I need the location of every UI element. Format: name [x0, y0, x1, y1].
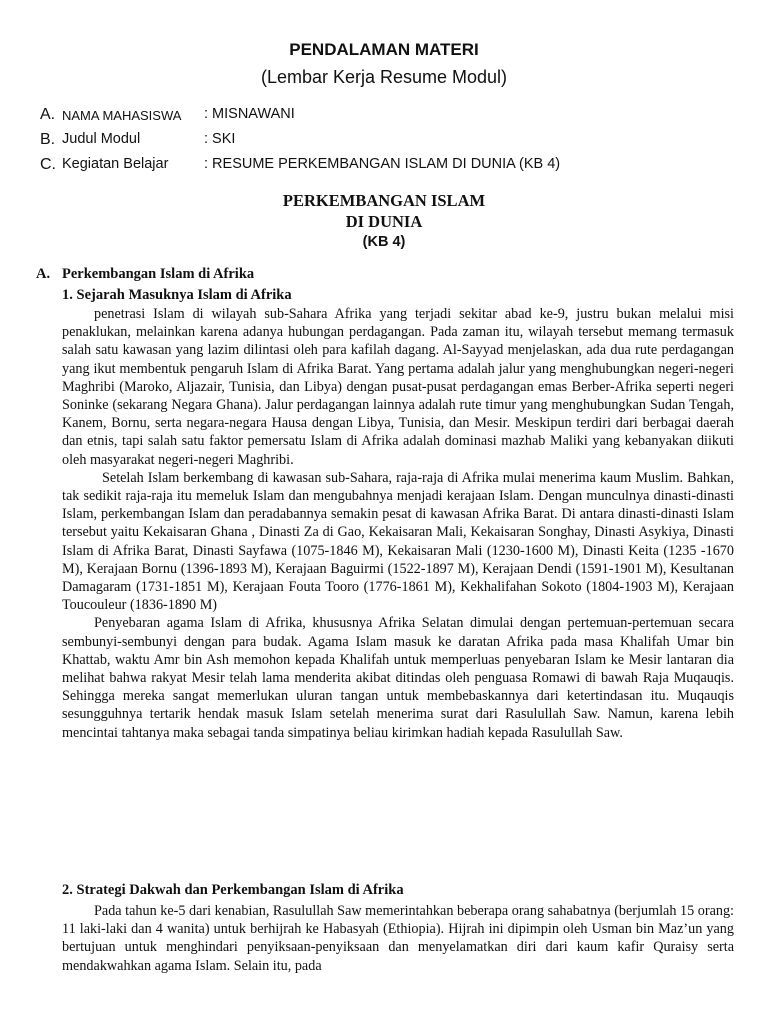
meta-value: : MISNAWANI [204, 106, 295, 122]
paragraph: Pada tahun ke-5 dari kenabian, Rasulullah Saw memerintahkan beberapa orang sahabatnya (berjumlah 15 orang: 11 laki-laki dan 4 wanita) untuk berhijrah ke Habasyah (Ethiopia). Hijrah ini dipimpin oleh Usman bin Maz’un yang bertujuan untuk menghindari penyiksaan-penyiksaan dan menyelamatkan diri dari kaum kafir Quraisy serta mendakwahkan agama Islam. Selain itu, pada [62, 903, 734, 974]
page-subtitle: (Lembar Kerja Resume Modul) [260, 67, 508, 87]
doc-title-line3: (KB 4) [362, 234, 406, 250]
meta-value: : RESUME PERKEMBANGAN ISLAM DI DUNIA (KB 4) [204, 156, 561, 172]
paragraph: Penyebaran agama Islam di Afrika, khususnya Afrika Selatan dimulai dengan pertemuan-pertemuan secara sembunyi-sembunyi dengan para budak. Agama Islam masuk ke daratan Afrika pada masa Khalifah Umar bin Khattab, waktu Amr bin Ash memohon kepada Khalifah untuk memperluas penyebaran Islam ke Mesir lantaran dia melihat bahwa rakyat Mesir telah lama menderita akibat ditindas oleh penguasa Romawi di bawah Raja Muqauqis. Sehingga mereka sangat memerlukan uluran tangan untuk membebaskannya dari ketertindasan itu. Muqauqis sesungguhnya tertarik hendak masuk Islam setelah menerima surat dari Rasulullah Saw. Namun, karena lebih mencintai tahtanya maka sebagai tanda simpatinya beliau kirimkan hadiah kepada Rasulullah Saw. [62, 615, 734, 741]
meta-label: Judul Modul [62, 131, 141, 147]
subsection-2-body [62, 902, 734, 975]
meta-letter: A. [40, 106, 56, 123]
doc-title-line2: DI DUNIA [345, 212, 423, 231]
section-a-title: Perkembangan Islam di Afrika [62, 266, 255, 282]
meta-letter: C. [40, 156, 56, 173]
paragraph: Setelah Islam berkembang di kawasan sub-Sahara, raja-raja di Afrika mulai menerima kaum Muslim. Bahkan, tak sedikit raja-raja itu memeluk Islam dan mengubahnya menjadi kerajaan Islam. Dengan munculnya dinasti-dinasti Islam, perkembangan Islam dan peradabannya semakin pesat di kawasan Afrika Barat. Di antara dinasti-dinasti Islam tersebut yaitu Kekaisaran Ghana , Dinasti Za di Gao, Kekaisaran Mali, Kekaisaran Songhay, Dinasti Asykiya, Dinasti Islam di Afrika Barat, Dinasti Sayfawa (1075-1846 M), Kekaisaran Mali (1230-1600 M), Dinasti Keita (1235 -1670 M), Kerajaan Bornu (1396-1893 M), Kerajaan Baguirmi (1522-1897 M), Kerajaan Dendi (1591-1901 M), Kesultanan Damagaram (1731-1851 M), Kerajaan Fouta Tooro (1776-1861 M), Kekhalifahan Sokoto (1804-1903 M), Kerajaan Toucouleur (1836-1890 M) [62, 469, 734, 614]
subsection-2-title: 2. Strategi Dakwah dan Perkembangan Islam di Afrika [62, 882, 404, 898]
meta-letter: B. [40, 131, 56, 148]
subsection-1-title: 1. Sejarah Masuknya Islam di Afrika [62, 287, 292, 303]
doc-title-line1: PERKEMBANGAN ISLAM [282, 191, 486, 210]
subsection-1-body [62, 305, 734, 742]
page-title: PENDALAMAN MATERI [289, 40, 479, 59]
meta-label: Kegiatan Belajar [62, 156, 169, 172]
paragraph: penetrasi Islam di wilayah sub-Sahara Afrika yang terjadi sekitar abad ke-9, justru bukan melalui misi penaklukan, melainkan karena adanya hubungan perdagangan. Pada zaman itu, wilayah tersebut memang termasuk salah satu kawasan yang lazim dilintasi oleh para kafilah dagang. Al-Sayyad menjelaskan, ada dua rute perdagangan yang ikut membentuk pengaruh Islam di Afrika Barat. Yang pertama adalah jalur yang menghubungkan negeri-negeri Maghribi (Maroko, Aljazair, Tunisia, dan Libya) dengan pusat-pusat perdagangan emas Berber-Afrika seperti negeri Soninke (sekarang Negara Ghana). Jalur perdagangan lainnya adalah rute timur yang menghubungkan Sudan Tengah, Kanem, Bornu, serta negara-negara Hausa dengan Libya, Tunisia, dan Mesir. Meskipun terdiri dari berbagai daerah dan etnis, tapi salah satu faktor pemersatu Islam di Afrika adalah dominasi mazhab Maliki yang kebanyakan diikuti oleh masyarakat negeri-negeri Maghribi. [62, 306, 734, 468]
meta-value: : SKI [204, 131, 236, 147]
section-a-letter: A. [36, 266, 51, 282]
meta-label: NAMA MAHASISWA [62, 108, 182, 123]
